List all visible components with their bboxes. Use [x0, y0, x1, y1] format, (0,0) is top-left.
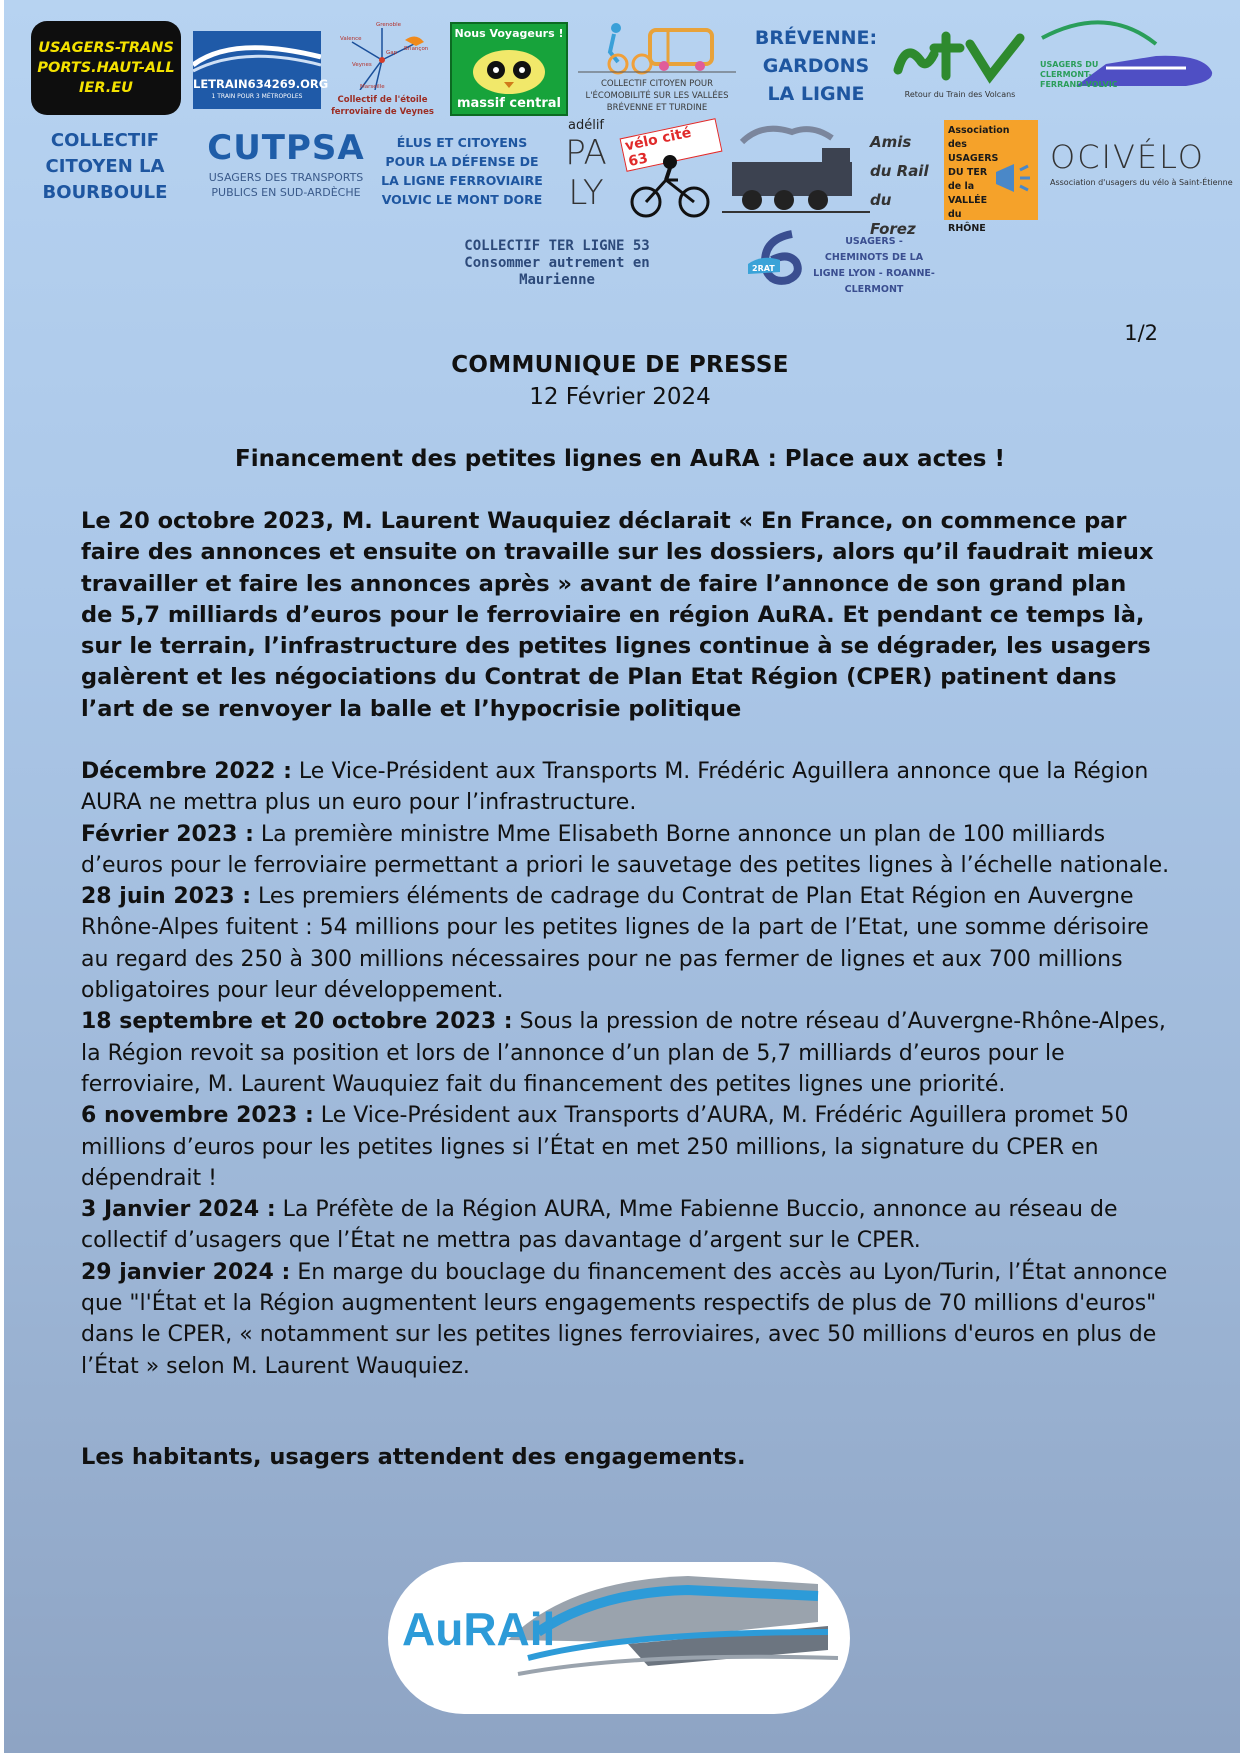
timeline-entry — [81, 1194, 1171, 1257]
timeline-entry — [81, 1257, 1171, 1382]
rtv-logo — [890, 30, 1030, 106]
elus-volvic-logo: ÉLUS ET CITOYENS POUR LA DÉFENSE DE LA LIGNE FERROVIAIRE VOLVIC LE MONT DORE — [381, 135, 543, 207]
etoile-veynes-logo — [330, 20, 435, 120]
train-six-icon — [746, 230, 810, 286]
letrain-text: LETRAIN634269.ORG — [193, 77, 329, 91]
usagers-cf-volvic-logo — [1036, 8, 1216, 108]
letrain-tagline: 1 TRAIN POUR 3 MÉTROPOLES — [211, 93, 303, 100]
timeline-entry — [81, 756, 1171, 819]
collectif-bourboule-logo: COLLECTIF CITOYEN LA BOURBOULE — [42, 130, 168, 203]
usagers-haut-allier-text: USAGERS-TRANSPORTS.HAUT-ALLIER.EU — [37, 40, 175, 96]
ocivelo-caption: Association d'usagers du vélo à Saint-Étienne — [1050, 178, 1233, 187]
headline: Financement des petites lignes en AuRA : Place aux actes ! — [235, 446, 1005, 472]
timeline-date: 29 janvier 2024 : — [81, 1259, 291, 1285]
nous-voyageurs-bottom-text: massif central — [456, 96, 562, 111]
timeline-date: Décembre 2022 : — [81, 759, 292, 784]
ter-ligne53-logo: COLLECTIF TER LIGNE 53 Consommer autrement en Maurienne — [464, 238, 650, 288]
bike-bus-icon — [578, 22, 736, 76]
cheminots-badge: 2RAT — [752, 264, 775, 273]
amis-rail-forez-logo — [722, 122, 930, 238]
timeline-entry — [81, 1006, 1171, 1100]
timeline-text: Les premiers éléments de cadrage du Contrat de Plan Etat Région en Auvergne Rhône-Alpes fuitent : 54 millions pour les petites lignes de la part de l’Etat, une somme dérisoire au regard des 250 à 300 millions nécessaires pour ne pas fermer de lignes et aux 700 millions obligatoires pour leur développement. — [81, 884, 1149, 1004]
timeline-date: 28 juin 2023 : — [81, 884, 252, 910]
etoile-caption: Collectif de l'étoile ferroviaire de Veynes — [331, 95, 434, 117]
velocite-logo — [622, 122, 720, 218]
timeline-text: Le Vice-Président aux Transports d’AURA, M. Frédéric Aguillera promet 50 millions d’euros pour les petites lignes si l’État en met 250 millions, la signature du CPER en dépendrait ! — [81, 1103, 1129, 1191]
owl-icon — [452, 44, 566, 94]
usagers-cf-volvic-text: USAGERS DU CLERMONT-FERRAND-VOLVIC — [1040, 60, 1118, 89]
adelif-text: adélif — [567, 118, 605, 133]
timeline-text: La première ministre Mme Elisabeth Borne annonce un plan de 100 milliards d’euros pour le ferroviaire permettant a priori le sauvetage des petites lignes à l’échelle nationale. — [81, 821, 1170, 878]
cutpsa-text: CUTPSA — [207, 128, 365, 168]
aurail-text: AuRAil — [402, 1603, 556, 1655]
timeline-date: 6 novembre 2023 : — [81, 1103, 314, 1129]
aurail-logo — [388, 1562, 850, 1714]
timeline-text: Le Vice-Président aux Transports M. Frédéric Aguillera annonce que la Région AURA ne mettra plus un euro pour l’infrastructure. — [81, 759, 1149, 816]
brevenne-gardons-logo: BRÉVENNE: GARDONS LA LIGNE — [754, 27, 878, 105]
rtv-mark-icon — [890, 30, 1030, 86]
wave-icon — [193, 35, 321, 75]
timeline-date: 3 Janvier 2024 : — [81, 1197, 276, 1223]
page-number: 1/2 — [1124, 321, 1158, 345]
usagers-ter-rhone-logo — [944, 120, 1038, 234]
timeline-date: Février 2023 : — [81, 821, 254, 847]
rtv-caption: Retour du Train des Volcans — [904, 90, 1016, 99]
adelif-paly-logo — [552, 118, 620, 222]
timeline-entry — [81, 1100, 1171, 1194]
cheminots-logo — [746, 230, 936, 295]
cutpsa-caption: USAGERS DES TRANSPORTS PUBLICS EN SUD-ARDÈCHE — [208, 171, 364, 199]
nous-voyageurs-logo — [450, 22, 568, 116]
timeline-text: Sous la pression de notre réseau d’Auvergne-Rhône-Alpes, la Région revoit sa position et lors de l’annonce d’un plan de 5,7 milliards d’euros pour le ferroviaire, M. Laurent Wauquiez fait du financement des petites lignes une priorité. — [81, 1009, 1166, 1097]
timeline-date: 18 septembre et 20 octobre 2023 : — [81, 1009, 513, 1035]
etoile-places: Grenoble Valence Gap Briançon Veynes Marseille — [340, 22, 429, 90]
cyclist-icon — [622, 154, 720, 218]
timeline-entry — [81, 881, 1171, 1006]
usagers-haut-allier-logo — [31, 21, 181, 115]
ocivelo-text: OCIVÉLO — [1050, 138, 1205, 176]
cutpsa-logo — [198, 128, 374, 208]
lead-paragraph: Le 20 octobre 2023, M. Laurent Wauquiez déclarait « En France, on commence par faire des annonces et ensuite on travaille sur les dossiers, alors qu’il faudrait mieux travailler et faire les annonces après » avant de faire l’annonce de son grand plan de 5,7 milliards d’euros pour le ferroviaire en région AuRA. Et pendant ce temps là, sur le terrain, l’infrastructure des petites lignes continue à se dégrader, les usagers galèrent et les négociations du Contrat de Plan Etat Région (CPER) patinent dans l’art de se renvoyer la balle et l’hypocrisie politique — [81, 508, 1154, 722]
timeline-text: La Préfète de la Région AURA, Mme Fabienne Buccio, annonce au réseau de collectif d’usagers que l’État ne mettra pas davantage d’argent sur le CPER. — [81, 1197, 1118, 1254]
ocivelo-logo — [1050, 138, 1236, 198]
collectif-brevenne-logo — [578, 22, 736, 118]
paly-text: PALY — [565, 133, 607, 213]
amis-rail-forez-text: Amis du Rail du Forez — [870, 133, 929, 238]
timeline-text: En marge du bouclage du financement des accès au Lyon/Turin, l’État annonce que "l'État et la Région augmentent leurs engagements respectifs de plus de 70 millions d'euros" dans le CPER, « notamment sur les petites lignes ferroviaires, avec 50 millions d'euros en plus de l’État » selon M. Laurent Wauquiez. — [81, 1259, 1168, 1379]
press-release-title: COMMUNIQUE DE PRESSE — [451, 352, 789, 378]
letrain-logo — [193, 31, 329, 109]
nous-voyageurs-top-text: Nous Voyageurs ! — [454, 27, 564, 40]
steam-train-icon — [722, 122, 870, 218]
velocite-text: vélo cité 63 — [620, 118, 723, 172]
train-swoosh-icon — [1036, 8, 1216, 108]
timeline-entry — [81, 819, 1171, 882]
usagers-ter-rhone-text: Association des USAGERS DU TER de la VALLÉE du RHÔNE — [948, 125, 1010, 234]
cheminots-text: USAGERS - CHEMINOTS DE LA LIGNE LYON - ROANNE-CLERMONT — [813, 236, 935, 295]
closing-statement: Les habitants, usagers attendent des engagements. — [81, 1444, 746, 1470]
timeline — [81, 756, 1171, 1382]
collectif-brevenne-text: COLLECTIF CITOYEN POUR L'ÉCOMOBILITÉ SUR LES VALLÉES BRÉVENNE ET TURDINE — [585, 79, 729, 113]
press-release-date: 12 Février 2024 — [529, 384, 711, 410]
